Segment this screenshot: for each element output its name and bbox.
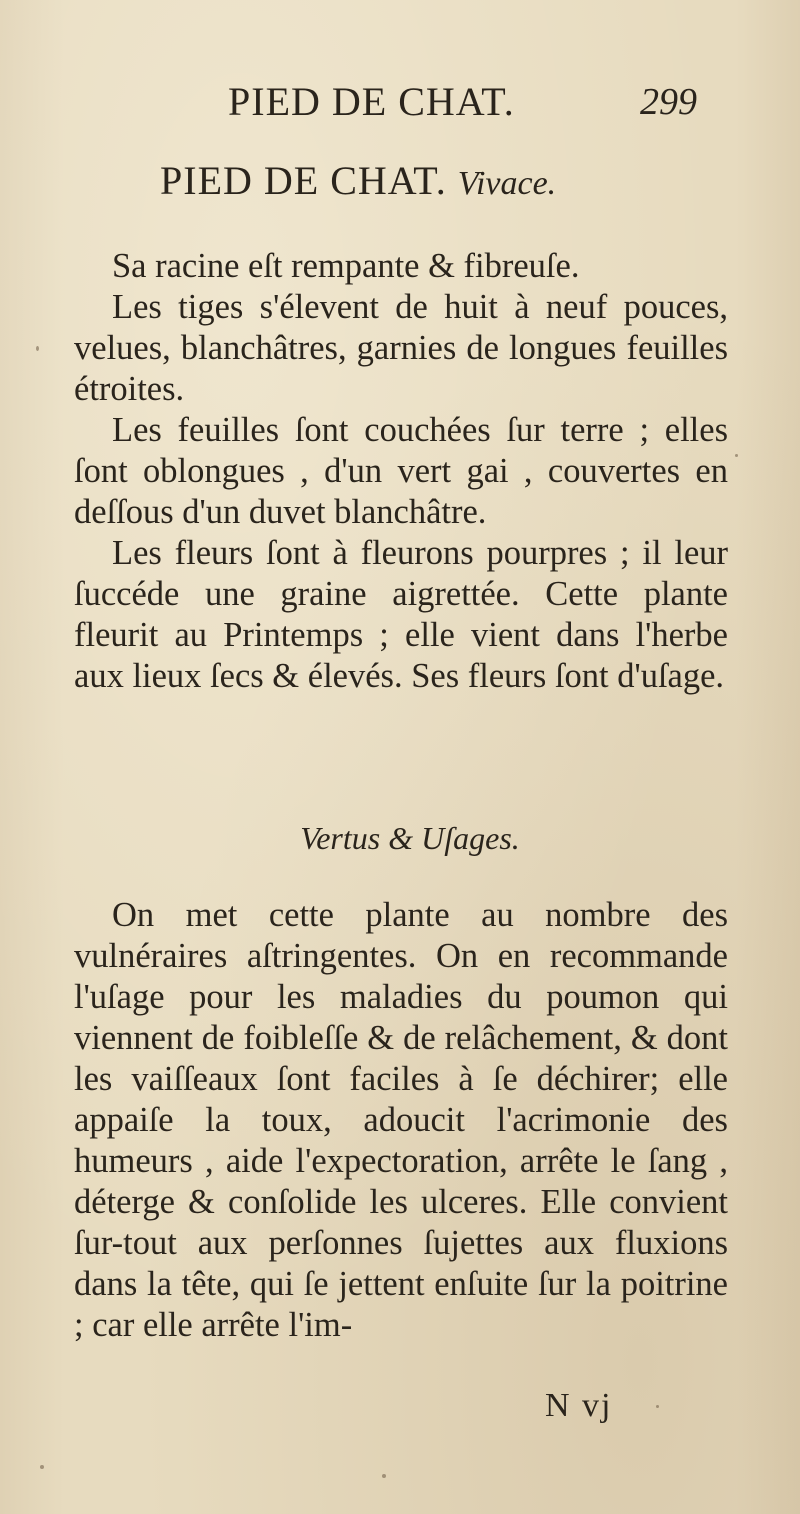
entry-subtitle: Vivace.: [457, 165, 557, 202]
paper-speck: [382, 1474, 386, 1478]
description-paragraph: Les fleurs ſont à fleurons pourpres ; il leur ſuccéde une graine aigrettée. Cette plante fleurit au Printemps ; elle vient dans l'herbe aux lieux ſecs & élevés. Ses fleurs ſont d'uſage.: [74, 534, 728, 695]
running-title: PIED DE CHAT.: [228, 79, 515, 124]
paper-speck: [656, 1405, 659, 1408]
section-heading-text: Vertus & Uſages.: [300, 820, 520, 856]
paper-speck: [40, 1465, 44, 1469]
entry-title-text: PIED DE CHAT.: [160, 158, 447, 203]
paper-speck: [735, 454, 738, 457]
running-head: [0, 72, 800, 132]
page-number: 299: [640, 81, 697, 123]
virtues-paragraph: On met cette plante au nombre des vulnéraires aſtringentes. On en recommande l'uſage pour les maladies du poumon qui viennent de foibleſſe & de relâchement, & dont les vaiſſeaux ſont faciles à ſe déchirer; elle appaiſe la toux, adoucit l'acrimonie des humeurs , aide l'expectoration, arrête le ſang , déterge & conſolide les ulceres. Elle convient ſur-tout aux perſonnes ſujettes aux fluxions dans la tête, qui ſe jettent enſuite ſur la poitrine ; car elle arrête l'im-: [74, 896, 728, 1344]
signature-mark: N vj: [545, 1387, 613, 1424]
description-paragraph: Les tiges s'élevent de huit à neuf pouces, velues, blanchâtres, garnies de longues feuilles étroites.: [74, 288, 728, 408]
description-paragraph: Sa racine eſt rempante & fibreuſe.: [112, 247, 580, 285]
entry-title: [160, 156, 760, 209]
description-paragraph: Les feuilles ſont couchées ſur terre ; elles ſont oblongues , d'un vert gai , couvertes en deſſous d'un duvet blanchâtre.: [74, 411, 728, 531]
paper-speck: [36, 346, 39, 351]
section-heading: [0, 818, 800, 858]
virtues-text: [74, 895, 728, 1346]
description-text: [74, 246, 728, 697]
